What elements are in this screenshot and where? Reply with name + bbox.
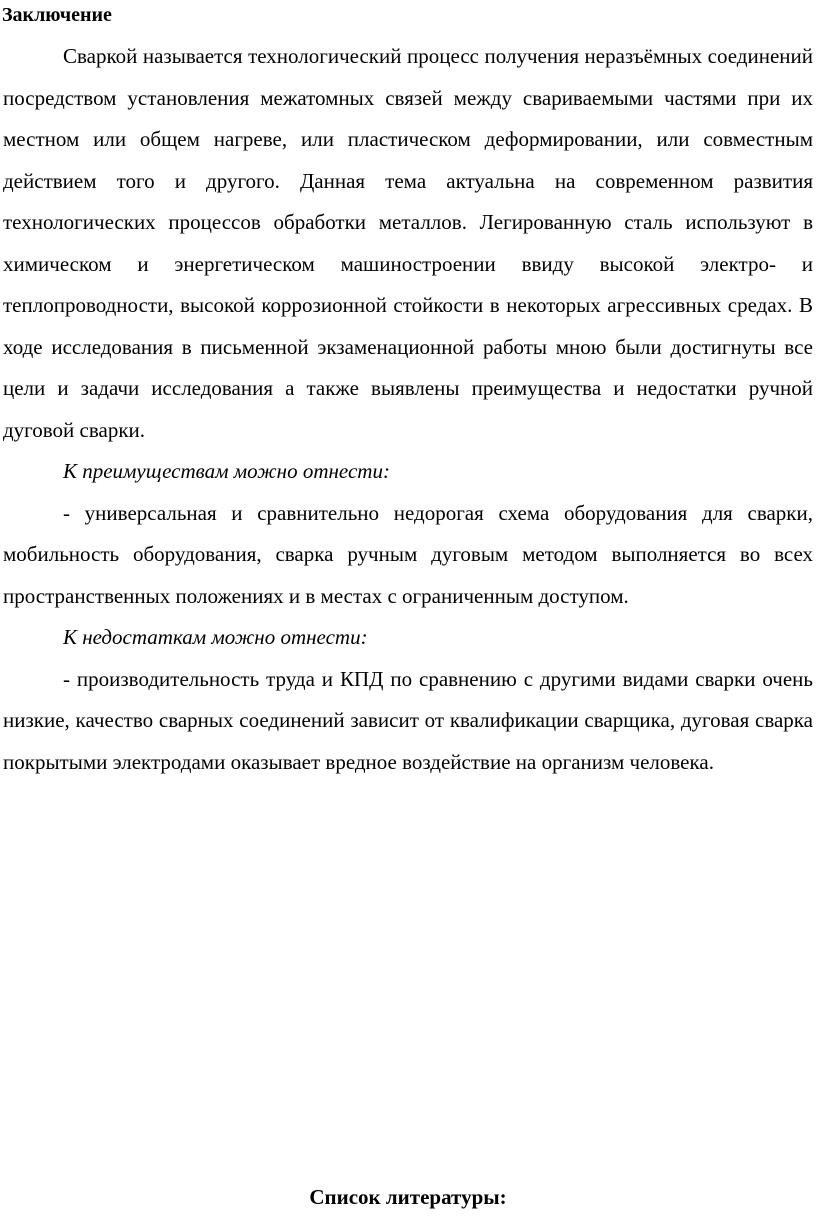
disadvantages-heading: К недостаткам можно отнести: (63, 625, 368, 649)
document-body (3, 36, 813, 783)
advantages-heading: К преимуществам можно отнести: (63, 459, 390, 483)
references-heading: Список литературы: (309, 1185, 507, 1209)
section-heading-conclusion: Заключение (2, 4, 112, 26)
paragraph-disadvantages: - производительность труда и КПД по сравнению с другими видами сварки очень низкие, качество сварных соединений зависит от квалификации сварщика, дуговая сварка покрытыми электродами оказывает вредное воздействие на организм человека. (3, 666, 813, 774)
paragraph-advantages: - универсальная и сравнительно недорогая схема оборудования для сварки, мобильность оборудования, сварка ручным дуговым методом выполняется во всех пространственных положениях и в местах с ограниченным доступом. (3, 500, 813, 608)
paragraph-intro: Сваркой называется технологический процесс получения неразъёмных соединений посредством установления межатомных связей между свариваемыми частями при их местном или общем нагреве, или пластическом деформировании, или совместным действием того и другого. Данная тема актуальна на современном развития технологических процессов обработки металлов. Легированную сталь используют в химическом и энергетическом машиностроении ввиду высокой электро- и теплопроводности, высокой коррозионной стойкости в некоторых агрессивных средах. В ходе исследования в письменной экзаменационной работы мною были достигнуты все цели и задачи исследования а также выявлены преимущества и недостатки ручной дуговой сварки. (3, 44, 813, 442)
